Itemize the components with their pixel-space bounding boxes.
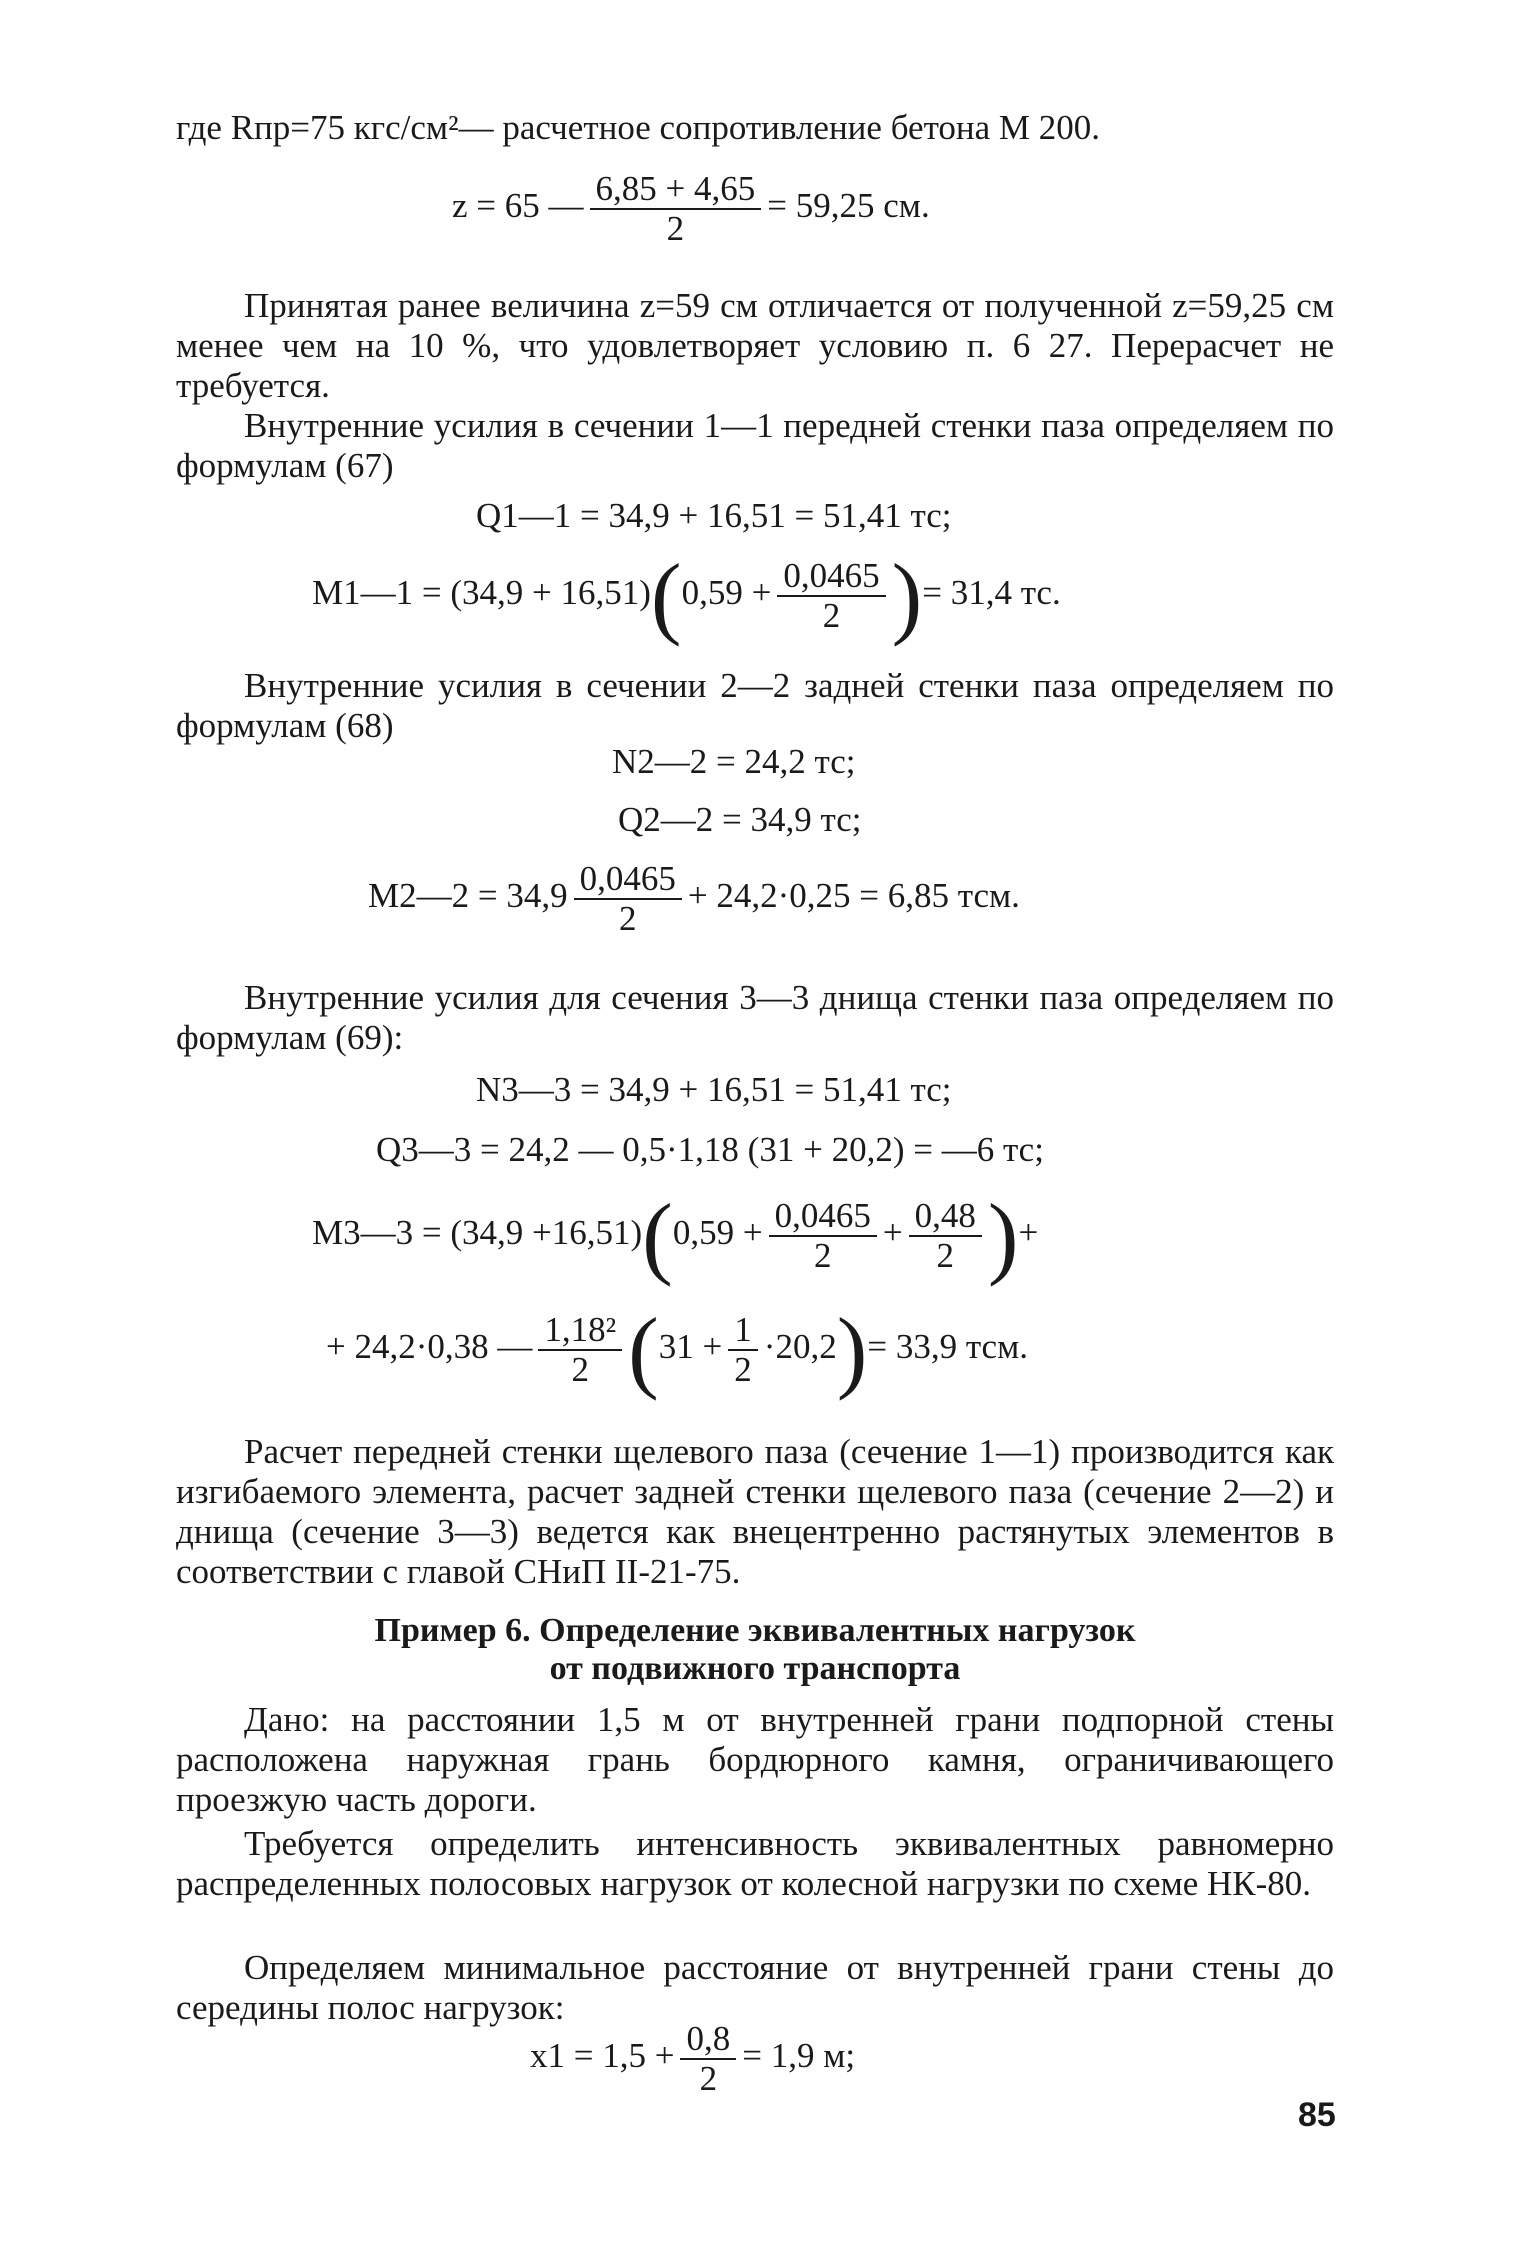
paragraph-6 <box>176 1700 1334 1820</box>
denominator: 2 <box>666 209 685 248</box>
formula-m11 <box>312 545 1061 647</box>
formula-rhs: + <box>1018 1213 1039 1253</box>
numerator: 0,0465 <box>574 860 682 900</box>
section-heading-line1: Пример 6. Определение эквивалентных нагрузок <box>374 1612 1136 1649</box>
formula-lhs: z = 65 — <box>452 186 584 226</box>
denominator: 2 <box>734 1350 752 1389</box>
denominator: 2 <box>618 899 637 938</box>
paragraph-text: Дано: на расстоянии 1,5 м от внутренней грани подпорной стены расположена наружная грань бордюрного камня, ограничивающего проезжую часть дороги. <box>176 1700 1334 1819</box>
paragraph-4 <box>176 978 1334 1058</box>
formula-term: 31 + <box>658 1327 723 1367</box>
formula-m33-line1 <box>312 1185 1039 1287</box>
numerator: 0,0465 <box>777 557 885 597</box>
formula-q22: Q2—2 = 34,9 тс; <box>618 800 862 839</box>
paragraph-3 <box>176 666 1334 746</box>
fraction <box>680 2020 736 2098</box>
formula-n33: N3—3 = 34,9 + 16,51 = 51,41 тс; <box>476 1070 952 1109</box>
denominator: 2 <box>822 596 841 635</box>
paragraph-text: Требуется определить интенсивность эквивалентных равномерно распределенных полосовых нагрузок от колесной нагрузки по схеме НК-80. <box>176 1824 1334 1903</box>
numerator: 0,0465 <box>769 1197 877 1237</box>
formula-rhs: = 1,9 м; <box>742 2036 856 2076</box>
paragraph-text: Внутренние усилия в сечении 2—2 задней стенки паза определяем по формулам (68) <box>176 666 1334 745</box>
close-paren: ) <box>836 1299 868 1401</box>
fraction <box>777 557 885 635</box>
fraction <box>728 1311 758 1389</box>
numerator: 0,48 <box>909 1197 982 1237</box>
formula-lhs: M1—1 = (34,9 + 16,51) <box>312 573 651 613</box>
numerator: 1 <box>728 1311 758 1351</box>
paragraph-8 <box>176 1948 1334 2028</box>
formula-term: ·20,2 <box>763 1327 837 1367</box>
formula-operator: + <box>882 1213 903 1253</box>
close-paren: ) <box>987 1185 1019 1287</box>
open-paren: ( <box>642 1185 673 1287</box>
paragraph-2 <box>176 406 1334 486</box>
open-paren: ( <box>650 545 682 647</box>
paragraph-text: Принятая ранее величина z=59 см отличается от полученной z=59,25 см менее чем на 10 %, что удовлетворяет условию п. 6 27. Перерасчет не требуется. <box>176 286 1334 405</box>
open-paren: ( <box>628 1299 659 1401</box>
formula-rhs: = 31,4 тс. <box>922 573 1061 613</box>
paragraph-text: Внутренние усилия в сечении 1—1 передней стенки паза определяем по формулам (67) <box>176 406 1334 485</box>
formula-m22 <box>368 860 1020 938</box>
formula-term: 0,59 + <box>681 573 772 613</box>
section-heading-line2: от подвижного транспорта <box>549 1650 961 1687</box>
denominator: 2 <box>813 1236 832 1275</box>
formula-m33-line2 <box>326 1299 1028 1401</box>
numerator: 0,8 <box>680 2020 736 2060</box>
paragraph-5 <box>176 1432 1334 1592</box>
formula-z <box>452 170 930 248</box>
formula-lhs: M2—2 = 34,9 <box>368 876 568 916</box>
page-number: 85 <box>1298 2096 1336 2134</box>
text-line-rpr: где Rпр=75 кгс/см²— расчетное сопротивление бетона М 200. <box>176 108 1101 147</box>
fraction <box>769 1197 877 1275</box>
paragraph-text: Расчет передней стенки щелевого паза (сечение 1—1) производится как изгибаемого элемента, расчет задней стенки щелевого паза (сечение 2—2) и днища (сечение 3—3) ведется как внецентренно растянутых элементов в соответствии с главой СНиП II-21-75. <box>176 1432 1334 1591</box>
fraction <box>909 1197 982 1275</box>
formula-rhs: + 24,2·0,25 = 6,85 тсм. <box>687 876 1020 916</box>
formula-lhs: M3—3 = (34,9 +16,51) <box>312 1213 643 1253</box>
fraction <box>538 1311 622 1389</box>
paragraph-text: Определяем минимальное расстояние от внутренней грани стены до середины полос нагрузок: <box>176 1948 1334 2027</box>
formula-q11: Q1—1 = 34,9 + 16,51 = 51,41 тс; <box>476 496 952 535</box>
formula-term: 0,59 + <box>672 1213 763 1253</box>
paragraph-text: Внутренние усилия для сечения 3—3 днища стенки паза определяем по формулам (69): <box>176 978 1334 1057</box>
formula-n22: N2—2 = 24,2 тс; <box>612 742 856 781</box>
formula-x1 <box>530 2020 855 2098</box>
close-paren: ) <box>891 545 923 647</box>
formula-rhs: = 33,9 тсм. <box>867 1327 1028 1367</box>
numerator: 6,85 + 4,65 <box>590 170 762 210</box>
denominator: 2 <box>571 1350 590 1389</box>
paragraph-1 <box>176 286 1334 406</box>
formula-rhs: = 59,25 см. <box>767 186 930 226</box>
fraction <box>590 170 762 248</box>
denominator: 2 <box>699 2059 718 2098</box>
numerator: 1,18² <box>538 1311 622 1351</box>
fraction <box>574 860 682 938</box>
formula-lhs: + 24,2·0,38 — <box>326 1327 533 1367</box>
formula-lhs: x1 = 1,5 + <box>530 2036 675 2076</box>
denominator: 2 <box>936 1236 954 1275</box>
paragraph-7 <box>176 1824 1334 1904</box>
formula-q33: Q3—3 = 24,2 — 0,5·1,18 (31 + 20,2) = —6 тс; <box>376 1130 1044 1169</box>
